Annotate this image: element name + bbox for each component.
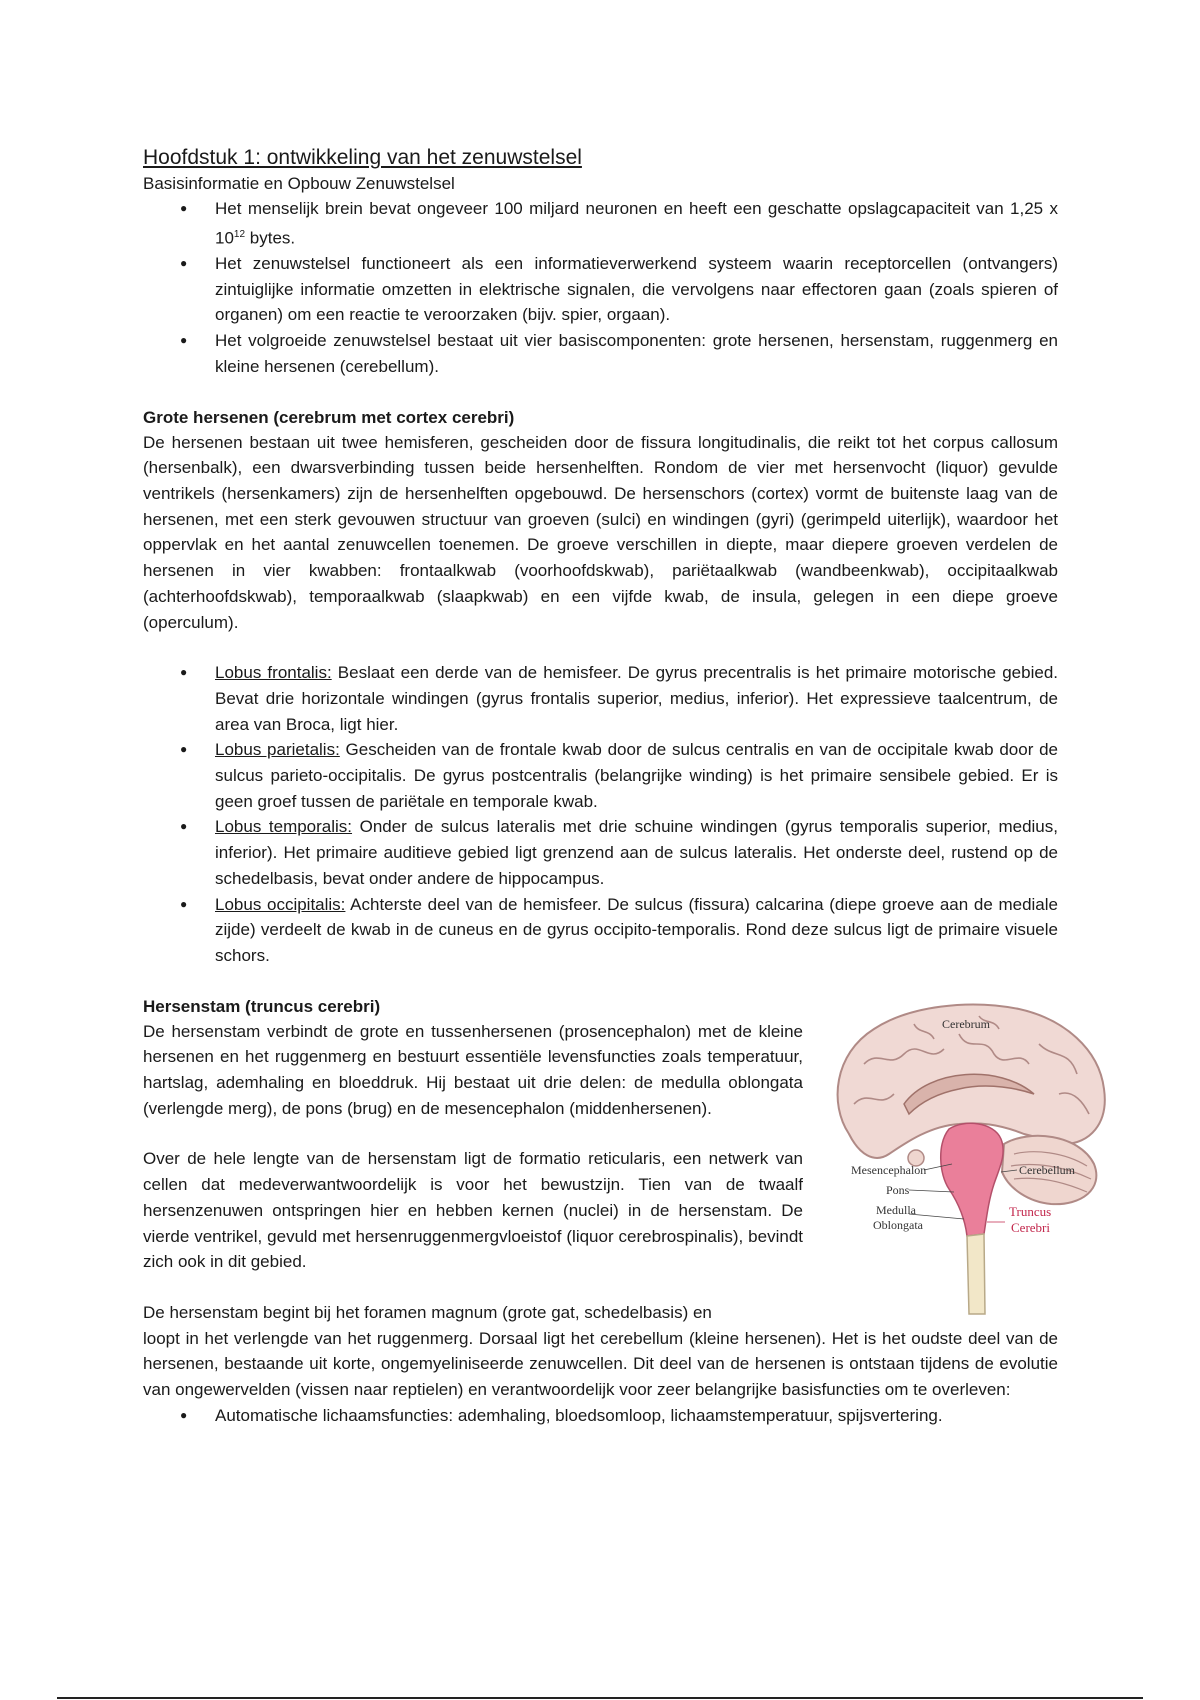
lobe-item-parietalis: ● Lobus parietalis: Gescheiden van de frontale kwab door de sulcus centralis en van de occipitale kwab door de sulcus parieto-occipitalis. De gyrus postcentralis (belangrijke winding) is het primaire sensibele gebied. Er is geen groef tussen de pariëtale en temporale kwab.: [215, 737, 1058, 814]
brainstem-bullet-list: [143, 1403, 1058, 1429]
lobe-item-frontalis: ● Lobus frontalis: Beslaat een derde van de hemisfeer. De gyrus precentralis is het primaire motorische gebied. Bevat drie horizontale windingen (gyrus frontalis superior, medius, inferior). Het expressieve taalcentrum, de area van Broca, ligt hier.: [215, 660, 1058, 737]
brainstem-paragraph-2: Over de hele lengte van de hersenstam ligt de formatio reticularis, een netwerk van cellen dat medeverwantwoordelijk is voor het bewustzijn. Tien van de twaalf hersenzenuwen ontspringen hier en hebben kernen (nuclei) in de hersenstam. De vierde ventrikel, gevuld met hersenruggenmergvloeistof (liquor cerebrospinalis), bevindt zich ook in dit gebied.: [143, 1149, 803, 1272]
label-cerebellum: Cerebellum: [1019, 1162, 1075, 1177]
cerebrum-heading: Grote hersenen (cerebrum met cortex cerebri): [143, 407, 515, 427]
label-mesencephalon: Mesencephalon: [851, 1162, 927, 1177]
brainstem-heading: Hersenstam (truncus cerebri): [143, 996, 381, 1016]
cerebrum-paragraph: De hersenen bestaan uit twee hemisferen, gescheiden door de fissura longitudinalis, die reikt tot het corpus callosum (hersenbalk), een dwarsverbinding tussen beide hersenhelften. Rondom de vier met hersenvocht (liquor) gevulde ventrikels (hersenkamers) zijn de hersenhelften opgebouwd. De hersenschors (cortex) vormt de buitenste laag van de hersenen, met een sterk gevouwen structuur van groeven (sulci) en windingen (gyri) (gerimpeld uiterlijk), waardoor het oppervlak en het aantal zenuwcellen toenemen. De groeve verschillen in diepte, maar diepere groeven verdelen de hersenen in vier kwabben: frontaalkwab (voorhoofdskwab), pariëtaalkwab (wandbeenkwab), occipitaalkwab (achterhoofdskwab), temporaalkwab (slaapkwab) en een vijfde kwab, de insula, gelegen in een diepe groeve (operculum).: [143, 432, 1058, 632]
intro-bullet-list: [143, 196, 1058, 380]
lobe-term: Lobus frontalis:: [215, 663, 332, 683]
lobe-term: Lobus temporalis:: [215, 817, 353, 837]
document-page: [143, 144, 1075, 1428]
lobes-list: [143, 660, 1058, 968]
label-cerebri: Cerebri: [1011, 1219, 1050, 1235]
lobe-item-occipitalis: ● Lobus occipitalis: Achterste deel van de hemisfeer. De sulcus (fissura) calcarina (diepe groeve aan de mediale zijde) verdeelt de kwab in de cuneus en de gyrus occipito-temporalis. Rond deze sulcus ligt de primaire visuele schors.: [215, 892, 1058, 969]
list-item: ● Het zenuwstelsel functioneert als een informatieverwerkend systeem waarin receptorcellen (ontvangers) zintuiglijke informatie omzetten in elektrische signalen, die vervolgens naar effectoren gaan (zoals spieren of organen) om een reactie te veroorzaken (bijv. spier, orgaan).: [215, 251, 1058, 328]
chapter-title: Hoofdstuk 1: ontwikkeling van het zenuwstelsel: [143, 146, 582, 169]
section-subtitle: Basisinformatie en Opbouw Zenuwstelsel: [143, 174, 455, 193]
label-medulla: Medulla: [876, 1202, 916, 1217]
list-item: ● Het volgroeide zenuwstelsel bestaat uit vier basiscomponenten: grote hersenen, hersenstam, ruggenmerg en kleine hersenen (cerebellum).: [215, 328, 1058, 379]
brainstem-section: [143, 994, 1075, 1326]
lobe-item-temporalis: ● Lobus temporalis: Onder de sulcus lateralis met drie schuine windingen (gyrus temporalis superior, medius, inferior). Het primaire auditieve gebied ligt grenzend aan de sulcus lateralis. Het onderste deel, rustend op de schedelbasis, bevat onder andere de hippocampus.: [215, 814, 1058, 891]
list-item: ● Automatische lichaamsfuncties: ademhaling, bloedsomloop, lichaamstemperatuur, spijsvertering.: [215, 1403, 1058, 1429]
brainstem-paragraph-3: loopt in het verlengde van het ruggenmerg. Dorsaal ligt het cerebellum (kleine hersenen). Het is het oudste deel van de hersenen, bestaande uit korte, ongemyeliniseerde zenuwcellen. Dit deel van de hersenen is ontstaan tijdens de evolutie van ongewervelden (vissen naar reptielen) en verantwoordelijk voor zeer belangrijke basisfuncties om te overleven:: [143, 1328, 1058, 1400]
label-oblongata: Oblongata: [873, 1217, 923, 1232]
brainstem-paragraph-3-start: De hersenstam begint bij het foramen magnum (grote gat, schedelbasis) en: [143, 1302, 712, 1322]
label-cerebrum: Cerebrum: [942, 1016, 990, 1031]
brain-diagram: [819, 994, 1111, 1318]
list-item: ● Het menselijk brein bevat ongeveer 100 miljard neuronen en heeft een geschatte opslagcapaciteit van 1,25 x $10^{12}$ bytes.: [215, 196, 1058, 251]
footer-rule: [57, 1697, 1143, 1699]
label-pons: Pons: [886, 1182, 910, 1197]
brainstem-shape: [941, 1123, 1003, 1236]
label-truncus: Truncus: [1009, 1203, 1052, 1219]
spinal-cord: [967, 1234, 985, 1314]
brainstem-paragraph-1: De hersenstam verbindt de grote en tussenhersenen (prosencephalon) met de kleine hersenen en het ruggenmerg en bestuurt essentiële levensfuncties zoals temperatuur, hartslag, ademhaling en bloeddruk. Hij bestaat uit drie delen: de medulla oblongata (verlengde merg), de pons (brug) en de mesencephalon (middenhersenen).: [143, 1021, 803, 1118]
lobe-term: Lobus parietalis:: [215, 740, 340, 760]
lobe-term: Lobus occipitalis:: [215, 894, 346, 914]
